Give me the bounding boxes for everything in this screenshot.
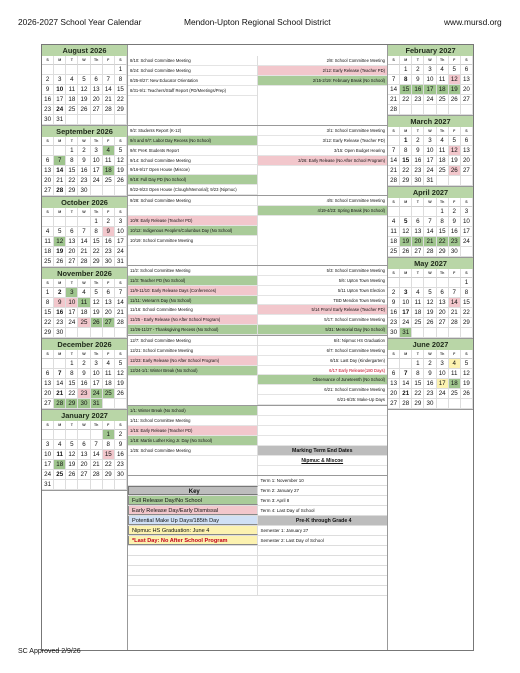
month-title: February 2027 xyxy=(388,45,473,56)
key-and-terms: Term 1: November 10 Key Term 2: January 27 Full Release Day/No School Term 3: April 8 Early Release Day/Early Dismissal Term 4: Last Day of School Potential Make Up Days/185th Day Pre-K through Grade 4 Nipmuc HS Graduation: June 4 Semester 1: January 27 *Last Day: No After School Program Semester 2: Last Day of School xyxy=(128,476,387,596)
events-column xyxy=(127,45,388,650)
key-graduation: Nipmuc HS Graduation: June 4 xyxy=(128,526,258,535)
key-makeup-days: Potential Make Up Days/185th Day xyxy=(128,516,258,525)
day-grid: S M T W Th F S 1 2 3 4 5 6 7 8 9 10 11 12 13 14 15 16 17 18 19 20 21 22 23 24 25 26 27 28 29 30 31 xyxy=(42,56,127,125)
day-grid: S M T W Th F S 1 2 3 4 5 6 7 8 9 10 11 12 13 14 15 16 17 18 19 20 21 22 23 24 25 26 27 28 29 30 31 xyxy=(388,269,473,338)
district-name: Mendon-Upton Regional School District xyxy=(184,17,331,27)
month-title: June 2027 xyxy=(388,339,473,350)
events-aug-feb: 8/10: School Committee Meeting 8/24: School Committee Meeting 8/25-8/27: New Educator Orientation 8/31-9/1: Teachers/Staff Report (PD/Meetings/Prep) 2/8: School Committee Meeting 2/12: Early Release (Teacher PD) 2/15-2/19: February Break (No School) xyxy=(128,56,387,126)
spring-calendar-column xyxy=(388,45,473,650)
events-jan-terms: 1/1: Winter Break (No School) 1/11: School Committee Meeting 1/15: Early Release (Teacher PD) 1/18: Martin Luther King Jr. Day (No School) 1/25: School Committee Meeting Marking Term End Dates Nipmuc & Miscoe xyxy=(128,406,387,476)
month-title: August 2026 xyxy=(42,45,127,56)
day-grid: S M T W Th F S 1 2 3 4 5 6 7 8 9 10 11 12 13 14 15 16 17 18 19 20 21 22 23 24 25 26 27 28 29 30 xyxy=(42,137,127,196)
day-grid: S M T W Th F S 1 2 3 4 5 6 7 8 9 10 11 12 13 14 15 16 17 18 19 20 21 22 23 24 25 26 27 28 xyxy=(388,56,473,115)
month-title: November 2026 xyxy=(42,268,127,279)
month-october xyxy=(42,197,127,268)
month-june xyxy=(388,339,473,410)
day-grid: S M T W Th F S 1 2 3 4 5 6 7 8 9 10 11 12 13 14 15 16 17 18 19 20 21 22 23 24 25 26 27 28 29 30 31 xyxy=(42,350,127,409)
month-august xyxy=(42,45,127,126)
month-title: April 2027 xyxy=(388,187,473,198)
prek-grade4-label: Pre-K through Grade 4 xyxy=(258,516,388,525)
district-website[interactable]: www.mursd.org xyxy=(444,17,502,27)
month-title: October 2026 xyxy=(42,197,127,208)
month-april xyxy=(388,187,473,258)
month-title: December 2026 xyxy=(42,339,127,350)
key-full-release: Full Release Day/No School xyxy=(128,496,258,505)
calendar-sheet xyxy=(41,44,474,651)
month-title: May 2027 xyxy=(388,258,473,269)
events-nov-may: 11/2: School Committee Meeting 11/3: Teacher PD (No School) 11/9-11/10: Early Release Days (Conferences) 11/11: Veteran's Day (No School) 11/16: School Committee Meeting 11/25 - Early Release (No After School Program) 11/26-11/27 - Thanksgiving Recess (No School) 5/3: School Committee Meeting 5/6: Upton Town Meeting 5/11 Upton Town Election TBD Mendon Town Meeting 5/14 Prom/ Early Release (Teacher PD) 5/17: School Committee Meeting 5/31: Memorial Day (No School) xyxy=(128,266,387,336)
month-november xyxy=(42,268,127,339)
key-last-day: *Last Day: No After School Program xyxy=(128,536,258,545)
marking-term-title: Marking Term End Dates xyxy=(258,446,388,456)
month-february xyxy=(388,45,473,116)
day-grid: S M T W Th F S 1 2 3 4 5 6 7 8 9 10 11 12 13 14 15 16 17 18 19 20 21 22 23 24 25 26 27 28 29 30 xyxy=(388,198,473,257)
day-grid: S M T W Th F S 1 2 3 4 5 6 7 8 9 10 11 12 13 14 15 16 17 18 19 20 21 22 23 24 25 26 27 28 29 30 xyxy=(388,350,473,409)
month-title: January 2027 xyxy=(42,410,127,421)
approval-note: SC Approved 2/9/26 xyxy=(18,648,81,655)
nipmuc-miscoe-label: Nipmuc & Miscoe xyxy=(258,456,388,466)
month-title: September 2026 xyxy=(42,126,127,137)
fall-calendar-column xyxy=(42,45,127,650)
month-december xyxy=(42,339,127,410)
events-oct-apr: 9/28: School Committee Meeting 10/9: Early Release (Teacher PD) 10/12: Indigenous People's/Columbus Day (No School) 10/19: School Committee Meeting 4/5: School Committee Meeting 4/19-4/23: Spring Break (No School) xyxy=(128,196,387,266)
key-title: Key xyxy=(128,486,258,495)
month-title: March 2027 xyxy=(388,116,473,127)
day-grid: S M T W Th F S 1 2 3 4 5 6 7 8 9 10 11 12 13 14 15 16 17 18 19 20 21 22 23 24 25 26 27 28 29 30 31 xyxy=(388,127,473,186)
day-grid: S M T W Th F S 1 2 3 4 5 6 7 8 9 10 11 12 13 14 15 16 17 18 19 20 21 22 23 24 25 26 27 28 29 30 xyxy=(42,279,127,338)
day-grid: S M T W Th F S 1 2 3 4 5 6 7 8 9 10 11 12 13 14 15 16 17 18 19 20 21 22 23 24 25 26 27 28 29 30 31 xyxy=(42,208,127,267)
month-january xyxy=(42,410,127,491)
month-may xyxy=(388,258,473,339)
events-sep-mar: 9/2: Students Report (K-12) 9/4 and 9/7: Labor Day Recess (No School) 9/8: PreK Students Report 9/14: School Committee Meeting 9/16-9/17 Open House (Miscoe) 9/18: Full Day PD (No School) 9/22-9/23 Open House (Clough/Memorial); 9/23 (Nipmuc) 3/1: School Committee Meeting 3/12: Early Release (Teacher PD) 3/15: Open Budget Hearing 3/26: Early Release (No After School Program) xyxy=(128,126,387,196)
month-march xyxy=(388,116,473,187)
calendar-title: 2026-2027 School Year Calendar xyxy=(18,17,142,27)
day-grid: S M T W Th F S 1 2 3 4 5 6 7 8 9 10 11 12 13 14 15 16 17 18 19 20 21 22 23 24 25 26 27 28 29 30 31 xyxy=(42,421,127,490)
key-early-release: Early Release Day/Early Dismissal xyxy=(128,506,258,515)
month-september xyxy=(42,126,127,197)
events-dec-jun: 12/7: School Committee Meeting 12/21: School Committee Meeting 12/23: Early Release (No After School Program) 12/24-1/1: Winter Break (No School) 6/4: Nipmuc HS Graduation 6/7: School Committee Meeting 6/15: Last Day (Kindergarten) 6/17 Early Release(180 Days) Observance of Juneteenth (No School) 6/21: School Committee Meeting 6/21-6/25: Make-Up Days xyxy=(128,336,387,406)
